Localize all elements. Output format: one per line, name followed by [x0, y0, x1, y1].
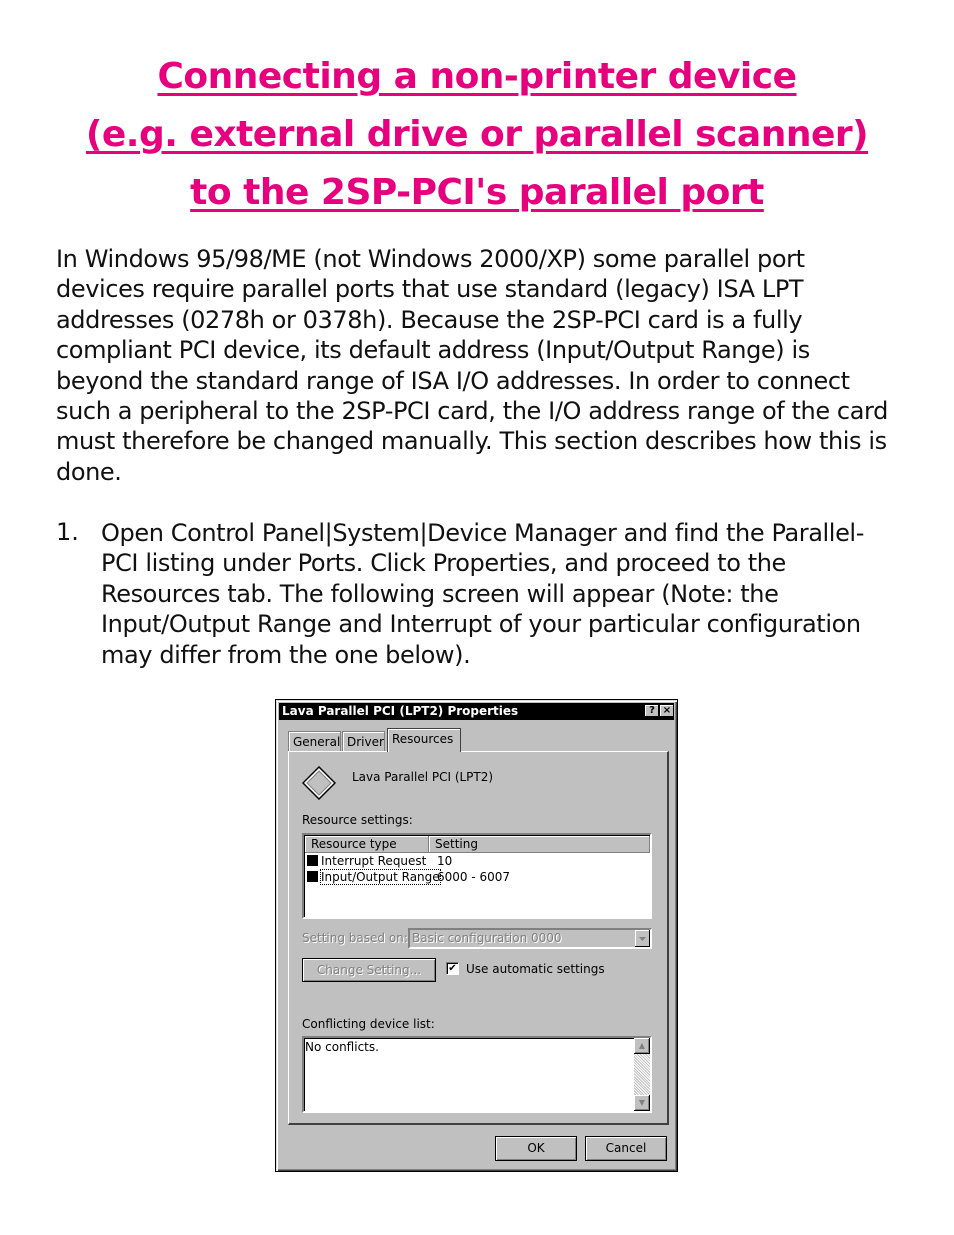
resource-settings-label: Resource settings: [302, 813, 413, 827]
intro-line: such a peripheral to the 2SP-PCI card, the I/O address range of the card [56, 397, 888, 426]
help-button[interactable]: ? [645, 705, 659, 717]
chevron-down-icon [635, 930, 650, 947]
change-setting-button[interactable] [302, 958, 436, 982]
dialog-title: Lava Parallel PCI (LPT2) Properties [282, 704, 519, 718]
table-row[interactable] [307, 854, 426, 869]
page-title-line-3: to the 2SP-PCI's parallel port [190, 172, 764, 213]
scrollbar[interactable] [634, 1038, 650, 1111]
step-line: Input/Output Range and Interrupt of your particular configuration [101, 610, 861, 639]
use-automatic-checkbox[interactable] [446, 962, 459, 975]
properties-dialog [275, 699, 678, 1172]
checkmark-icon: ✔ [448, 963, 457, 974]
use-automatic-label[interactable]: Use automatic settings [466, 962, 605, 976]
step-line: may differ from the one below). [101, 640, 471, 669]
intro-line: done. [56, 457, 122, 486]
conflicting-device-label: Conflicting device list: [302, 1017, 435, 1031]
intro-line: devices require parallel ports that use standard (legacy) ISA LPT [56, 275, 804, 304]
cancel-button[interactable]: Cancel [585, 1136, 667, 1161]
resource-type-cell: Interrupt Request [321, 854, 427, 868]
page-title-line-2: (e.g. external drive or parallel scanner) [85, 114, 869, 155]
resource-settings-list[interactable] [302, 833, 652, 919]
intro-paragraph [56, 244, 896, 487]
column-header-resource-type[interactable]: Resource type [305, 836, 429, 853]
change-setting-label: Change Setting... [316, 963, 422, 977]
close-button[interactable]: × [660, 705, 674, 717]
table-row-setting: 6000 - 6007 [437, 870, 511, 884]
column-header-setting[interactable]: Setting [429, 836, 650, 853]
parallel-port-icon [302, 766, 336, 800]
resource-type-cell: Input/Output Range [321, 870, 440, 884]
step-line: Resources tab. The following screen will appear (Note: the [101, 579, 779, 608]
step-text [101, 518, 901, 670]
scroll-up-button[interactable]: ▲ [634, 1038, 650, 1054]
resource-icon [307, 871, 318, 882]
resource-icon [307, 855, 318, 866]
setting-based-on-select[interactable] [408, 928, 652, 949]
intro-line: must therefore be changed manually. This section describes how this is [56, 427, 887, 456]
tab-driver[interactable]: Driver [342, 731, 385, 751]
dialog-titlebar [279, 703, 674, 720]
tab-resources[interactable]: Resources [387, 728, 461, 752]
dropdown-arrow-button[interactable] [635, 930, 650, 947]
step-line: Open Control Panel|System|Device Manager and find the Parallel- [101, 519, 864, 547]
step-number: 1. [56, 518, 79, 546]
page-title-line-1: Connecting a non-printer device [157, 56, 797, 97]
ok-button[interactable]: OK [495, 1136, 577, 1161]
conflicting-device-list[interactable] [302, 1036, 652, 1113]
step-line: PCI listing under Ports. Click Properties, and proceed to the [101, 549, 786, 578]
device-name: Lava Parallel PCI (LPT2) [352, 770, 494, 784]
setting-based-on-value: Basic configuration 0000 [412, 931, 562, 945]
intro-line: compliant PCI device, its default address (Input/Output Range) is [56, 336, 810, 365]
conflicts-text: No conflicts. [305, 1040, 379, 1054]
tab-general[interactable]: General [288, 731, 341, 751]
intro-line: addresses (0278h or 0378h). Because the 2SP-PCI card is a fully [56, 305, 803, 334]
table-row[interactable] [307, 870, 440, 885]
intro-line: In Windows 95/98/ME (not Windows 2000/XP) some parallel port [56, 245, 805, 273]
intro-line: beyond the standard range of ISA I/O addresses. In order to connect [56, 366, 850, 395]
setting-based-on-label: Setting based on: [302, 931, 408, 945]
scroll-down-button[interactable]: ▼ [634, 1095, 650, 1111]
table-row-setting: 10 [437, 854, 453, 868]
